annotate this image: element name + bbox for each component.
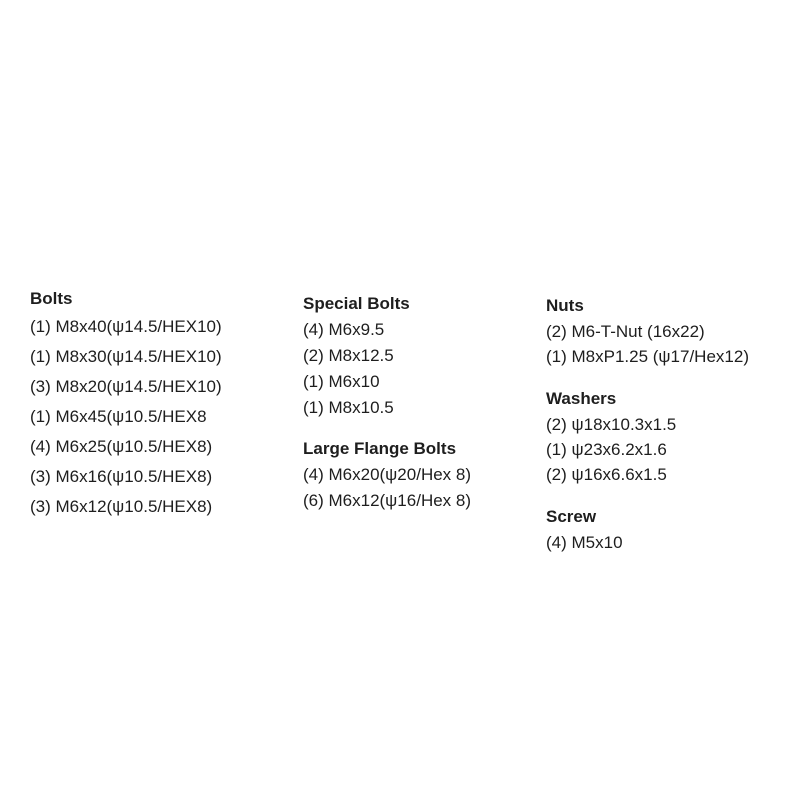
special-bolt-item: (1) M8x10.5 (303, 398, 394, 417)
bolt-item: (3) M8x20(ψ14.5/HEX10) (30, 377, 222, 396)
group-bolts (30, 289, 222, 522)
column-special-bolts (303, 294, 471, 514)
washer-item: (1) ψ23x6.2x1.6 (546, 440, 667, 459)
nut-item: (1) M8xP1.25 (ψ17/Hex12) (546, 347, 749, 366)
large-flange-bolt-item: (6) M6x12(ψ16/Hex 8) (303, 491, 472, 510)
group-special-bolts (303, 294, 471, 421)
heading-nuts: Nuts (546, 296, 584, 315)
heading-special-bolts: Special Bolts (303, 294, 410, 313)
special-bolt-item: (2) M8x12.5 (303, 346, 394, 365)
nut-item: (2) M6-T-Nut (16x22) (546, 322, 705, 341)
group-nuts (546, 296, 749, 369)
heading-washers: Washers (546, 389, 617, 408)
bolt-item: (4) M6x25(ψ10.5/HEX8) (30, 437, 213, 456)
bolt-item: (1) M8x30(ψ14.5/HEX10) (30, 347, 222, 366)
screw-list (546, 530, 749, 555)
washer-item: (2) ψ16x6.6x1.5 (546, 465, 667, 484)
bolt-item: (1) M6x45(ψ10.5/HEX8 (30, 407, 207, 426)
heading-screw: Screw (546, 507, 597, 526)
nuts-list (546, 319, 749, 369)
bolt-item: (3) M6x12(ψ10.5/HEX8) (30, 497, 213, 516)
bolt-item: (1) M8x40(ψ14.5/HEX10) (30, 317, 222, 336)
bolts-list (30, 312, 222, 522)
large-flange-bolt-item: (4) M6x20(ψ20/Hex 8) (303, 465, 472, 484)
washers-list (546, 412, 749, 487)
heading-large-flange-bolts: Large Flange Bolts (303, 439, 457, 458)
special-bolt-item: (1) M6x10 (303, 372, 380, 391)
screw-item: (4) M5x10 (546, 533, 623, 552)
special-bolts-list (303, 317, 471, 421)
large-flange-bolts-list (303, 462, 471, 514)
group-washers (546, 389, 749, 487)
washer-item: (2) ψ18x10.3x1.5 (546, 415, 677, 434)
bolt-item: (3) M6x16(ψ10.5/HEX8) (30, 467, 213, 486)
column-nuts (546, 296, 749, 555)
heading-bolts: Bolts (30, 289, 73, 308)
column-bolts (30, 289, 222, 522)
special-bolt-item: (4) M6x9.5 (303, 320, 385, 339)
group-screw (546, 507, 749, 555)
group-large-flange-bolts (303, 439, 471, 514)
